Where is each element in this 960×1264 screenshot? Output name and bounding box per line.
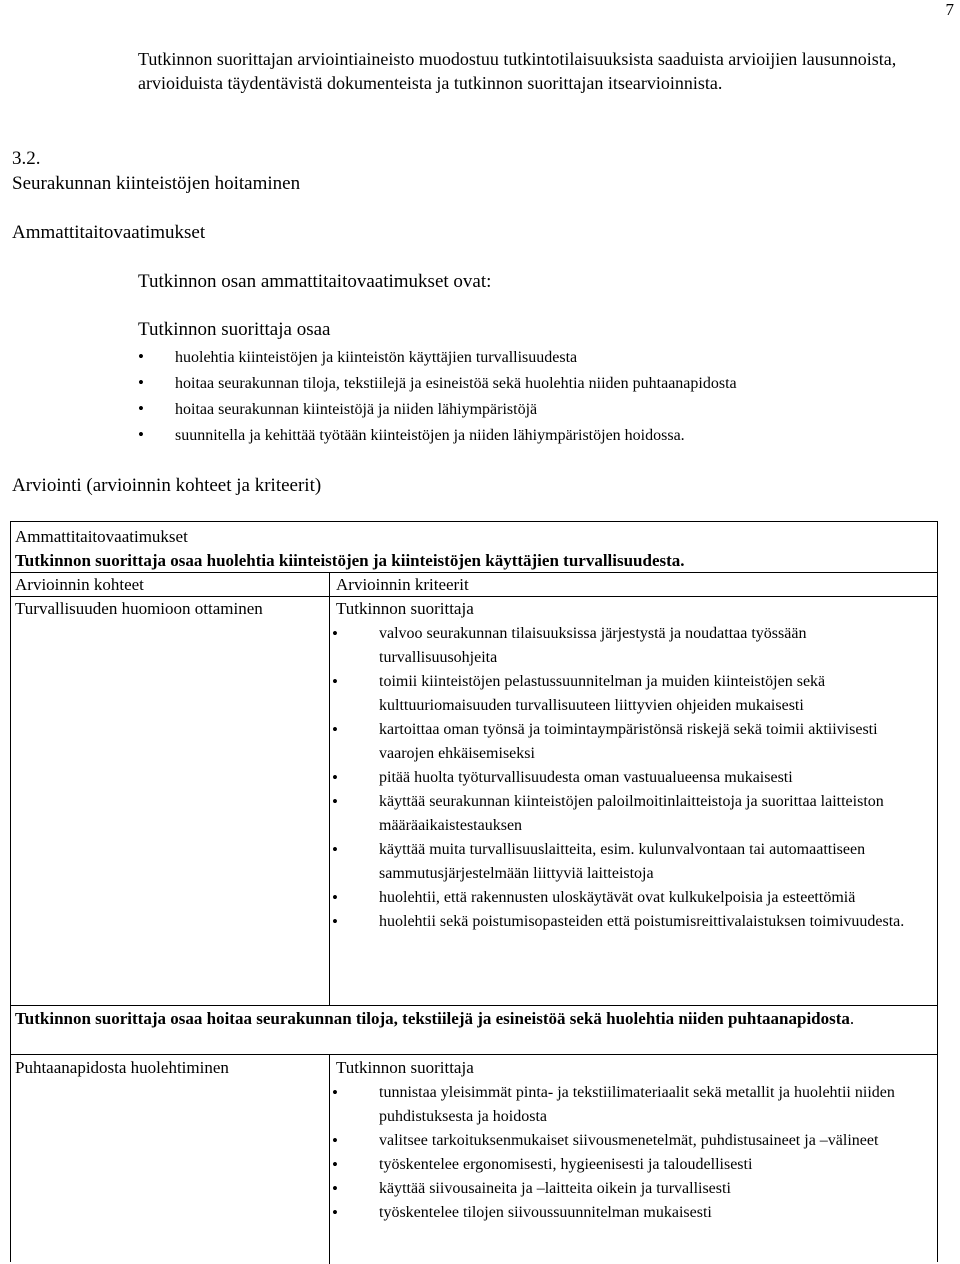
column-divider bbox=[329, 1054, 330, 1264]
requirements-list bbox=[138, 347, 737, 451]
divider bbox=[11, 596, 937, 597]
table-header: Ammattitaitovaatimukset bbox=[15, 527, 188, 546]
list-item: • kartoittaa oman työnsä ja toimintaympäristönsä riskejä sekä toimii aktiivisesti vaarojen ehkäisemiseksi bbox=[332, 718, 922, 766]
requirement-2-text: Tutkinnon suorittaja osaa hoitaa seurakunnan tiloja, tekstiilejä ja esineistöä sekä huolehtia niiden puhtaanapidosta bbox=[15, 1009, 850, 1028]
list-item: • toimii kiinteistöjen pelastussuunnitelman ja muiden kiinteistöjen sekä kulttuuriomaisuuden turvallisuuteen liittyvien ohjeiden mukaisesti bbox=[332, 670, 922, 718]
requirements-lead: Tutkinnon osan ammattitaitovaatimukset ovat: bbox=[138, 271, 492, 292]
list-item: • huolehtia kiinteistöjen ja kiinteistön käyttäjien turvallisuudesta bbox=[138, 347, 737, 373]
list-item: • valitsee tarkoituksenmukaiset siivousmenetelmät, puhdistusaineet ja –välineet bbox=[332, 1129, 922, 1153]
target-2: Puhtaanapidosta huolehtiminen bbox=[15, 1058, 229, 1077]
list-item: • huolehtii, että rakennusten uloskäytävät ovat kulkukelpoisia ja esteettömiä bbox=[332, 886, 922, 910]
requirement-1: Tutkinnon suorittaja osaa huolehtia kiinteistöjen ja kiinteistöjen käyttäjien turvallisuudesta. bbox=[15, 551, 685, 570]
requirements-heading: Ammattitaitovaatimukset bbox=[12, 222, 206, 243]
col-targets-header: Arvioinnin kohteet bbox=[15, 575, 144, 594]
list-item: • työskentelee ergonomisesti, hygieenisesti ja taloudellisesti bbox=[332, 1153, 922, 1177]
criteria-1-list bbox=[332, 622, 922, 934]
col-criteria-header: Arvioinnin kriteerit bbox=[336, 575, 469, 594]
requirement-2-tail: . bbox=[849, 1009, 855, 1028]
criteria-2-lead: Tutkinnon suorittaja bbox=[336, 1058, 474, 1077]
requirements-lead-2: Tutkinnon suorittaja osaa bbox=[138, 319, 331, 340]
list-item: • valvoo seurakunnan tilaisuuksissa järjestystä ja noudattaa työssään turvallisuusohjeita bbox=[332, 622, 922, 670]
list-item: • pitää huolta työturvallisuudesta oman vastuualueensa mukaisesti bbox=[332, 766, 922, 790]
criteria-1-lead: Tutkinnon suorittaja bbox=[336, 599, 474, 618]
list-item: • hoitaa seurakunnan kiinteistöjä ja niiden lähiympäristöjä bbox=[138, 399, 737, 425]
target-1: Turvallisuuden huomioon ottaminen bbox=[15, 599, 263, 618]
list-item: • käyttää seurakunnan kiinteistöjen paloilmoitinlaitteistoja ja suorittaa laitteiston määräaikaistestauksen bbox=[332, 790, 922, 838]
column-divider bbox=[329, 572, 330, 1005]
divider bbox=[11, 1054, 937, 1055]
list-item: • tunnistaa yleisimmät pinta- ja tekstiilimateriaalit sekä metallit ja huolehtii niiden puhdistuksesta ja hoidosta bbox=[332, 1081, 922, 1129]
page-number: 7 bbox=[945, 0, 954, 19]
section-number: 3.2. bbox=[12, 148, 41, 169]
list-item: • hoitaa seurakunnan tiloja, tekstiilejä ja esineistöä sekä huolehtia niiden puhtaanapidosta bbox=[138, 373, 737, 399]
list-item: • suunnitella ja kehittää työtään kiinteistöjen ja niiden lähiympäristöjen hoidossa. bbox=[138, 425, 737, 451]
section-title: Seurakunnan kiinteistöjen hoitaminen bbox=[12, 173, 301, 194]
divider bbox=[11, 572, 937, 573]
list-item: • käyttää muita turvallisuuslaitteita, esim. kulunvalvontaan tai automaattiseen sammutusjärjestelmään liittyviä laitteistoja bbox=[332, 838, 922, 886]
evaluation-table bbox=[10, 521, 938, 1262]
evaluation-heading: Arviointi (arvioinnin kohteet ja kriteerit) bbox=[12, 475, 322, 496]
list-item: • työskentelee tilojen siivoussuunnitelman mukaisesti bbox=[332, 1201, 922, 1225]
divider bbox=[11, 1005, 937, 1006]
intro-paragraph: Tutkinnon suorittajan arviointiaineisto muodostuu tutkintotilaisuuksista saaduista arvioijien lausunnoista, arvioiduista täydentävistä dokumenteista ja tutkinnon suorittajan itsearvioinnista. bbox=[138, 49, 897, 93]
criteria-2-list bbox=[332, 1081, 922, 1225]
requirement-2 bbox=[15, 1008, 915, 1030]
list-item: • huolehtii sekä poistumisopasteiden että poistumisreittivalaistuksen toimivuudesta. bbox=[332, 910, 922, 934]
list-item: • käyttää siivousaineita ja –laitteita oikein ja turvallisesti bbox=[332, 1177, 922, 1201]
